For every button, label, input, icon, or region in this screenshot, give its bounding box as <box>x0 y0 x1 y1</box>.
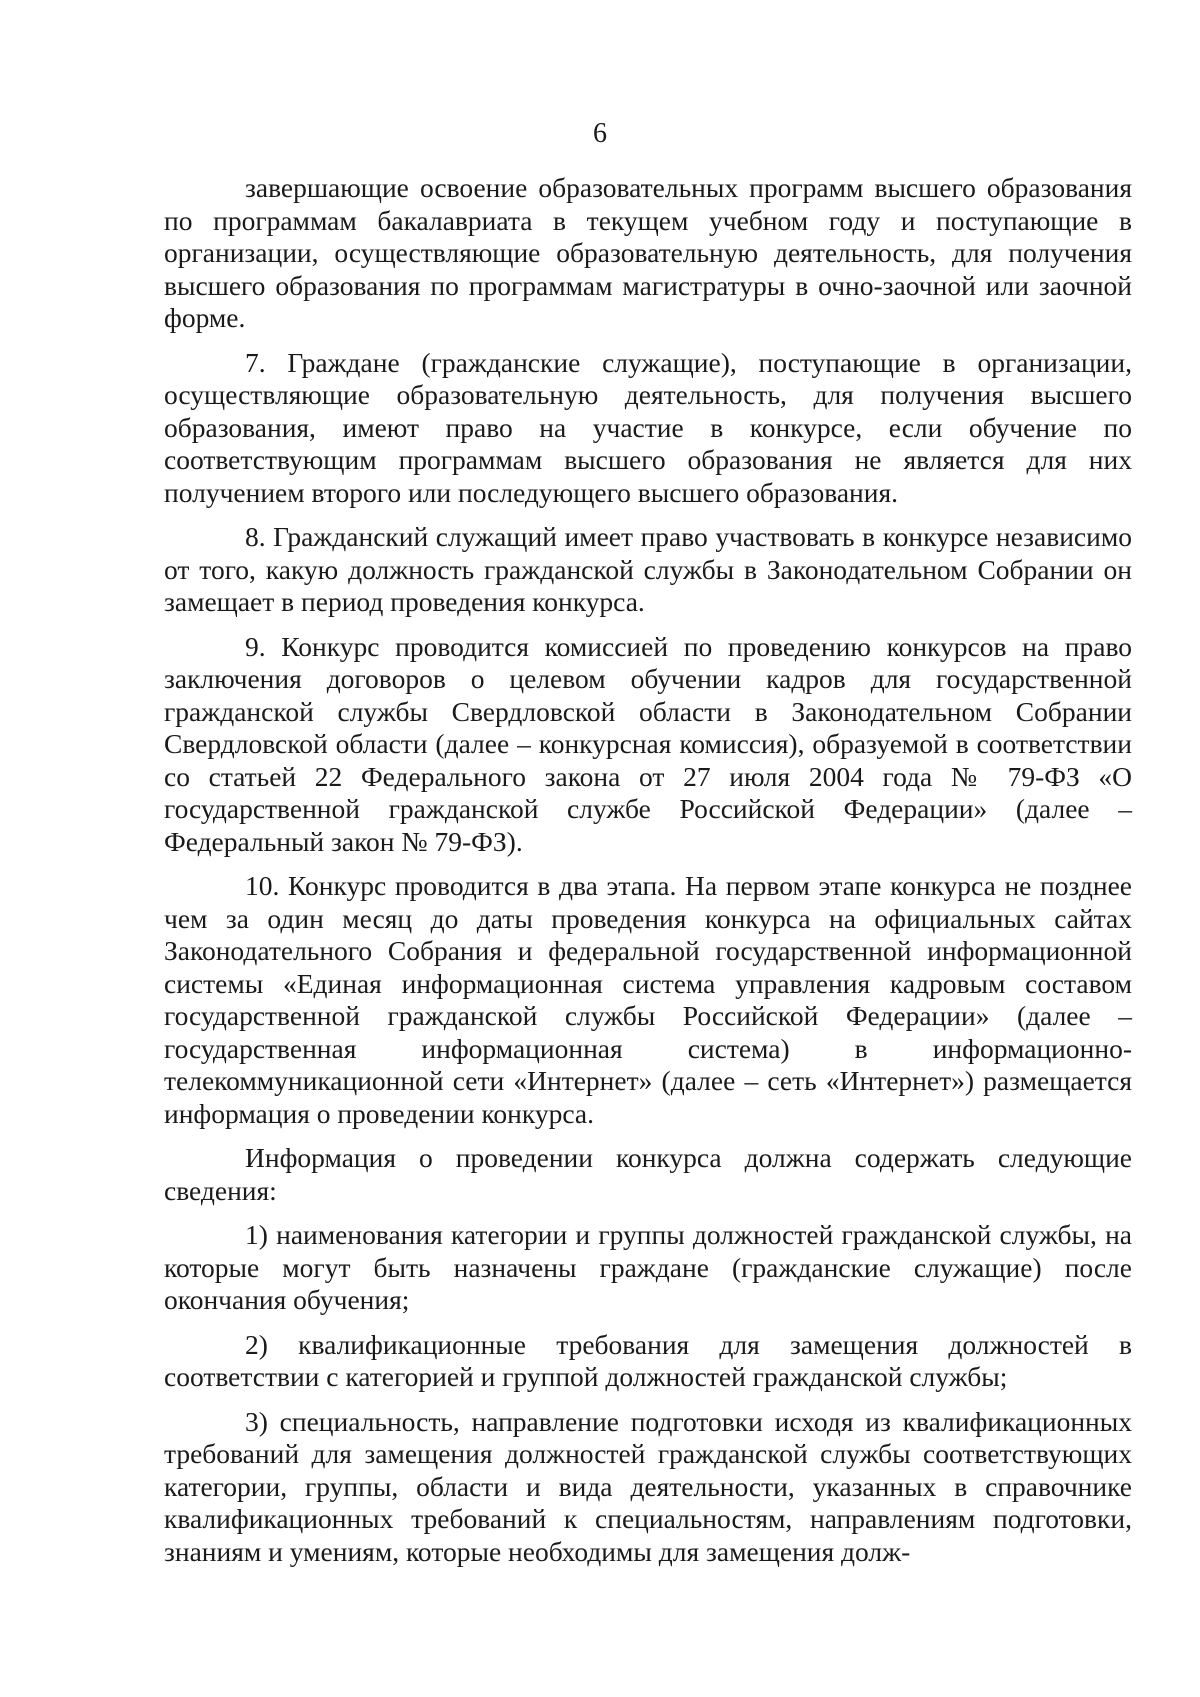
paragraph-item-9: 9. Конкурс проводится комиссией по проведению конкурсов на право заключения договоров о целевом обучении кадров для государственной гражданской службы Свердловской области в Законодательном Собрании Свердловской области (далее – конкурсная комиссия), образуемой в соответствии со статьей 22 Федерального закона от 27 июля 2004 года № 79-ФЗ «О государственной гражданской службе Российской Федерации» (далее – Федеральный закон № 79-ФЗ). <box>164 630 1132 857</box>
paragraph-info-intro: Информация о проведении конкурса должна содержать следующие сведения: <box>164 1142 1132 1206</box>
paragraph-item-7: 7. Граждане (гражданские служащие), поступающие в организации, осуществляющие образовательную деятельность, для получения высшего образования, имеют право на участие в конкурсе, если обучение по соответствующим программам высшего образования не является для них получением второго или последующего высшего образования. <box>164 346 1132 508</box>
document-body <box>164 172 1132 1580</box>
paragraph-continuation: завершающие освоение образовательных программ высшего образования по программам бакалавриата в текущем учебном году и поступающие в организации, осуществляющие образовательную деятельность, для получения высшего образования по программам магистратуры в очно-заочной или заочной форме. <box>164 172 1132 333</box>
paragraph-item-10: 10. Конкурс проводится в два этапа. На первом этапе конкурса не позднее чем за один месяц до даты проведения конкурса на официальных сайтах Законодательного Собрания и федеральной государственной информационной системы «Единая информационная система управления кадровым составом государственной гражданской службы Российской Федерации» (далее – государственная информационная система) в информационно-телекоммуникационной сети «Интернет» (далее – сеть «Интернет») размещается информация о проведении конкурса. <box>164 870 1132 1129</box>
paragraph-item-8: 8. Гражданский служащий имеет право участвовать в конкурсе независимо от того, какую должность гражданской службы в Законодательном Собрании он замещает в период проведения конкурса. <box>164 521 1132 617</box>
page-number: 6 <box>593 118 607 149</box>
paragraph-subitem-2: 2) квалификационные требования для замещения должностей в соответствии с категорией и группой должностей гражданской службы; <box>164 1328 1132 1392</box>
paragraph-subitem-1: 1) наименования категории и группы должностей гражданской службы, на которые могут быть назначены граждане (гражданские служащие) после окончания обучения; <box>164 1219 1132 1315</box>
paragraph-subitem-3: 3) специальность, направление подготовки исходя из квалификационных требований для замещения должностей гражданской службы соответствующих категории, группы, области и вида деятельности, указанных в справочнике квалификационных требований к специальностям, направлениям подготовки, знаниям и умениям, которые необходимы для замещения долж- <box>164 1405 1132 1567</box>
